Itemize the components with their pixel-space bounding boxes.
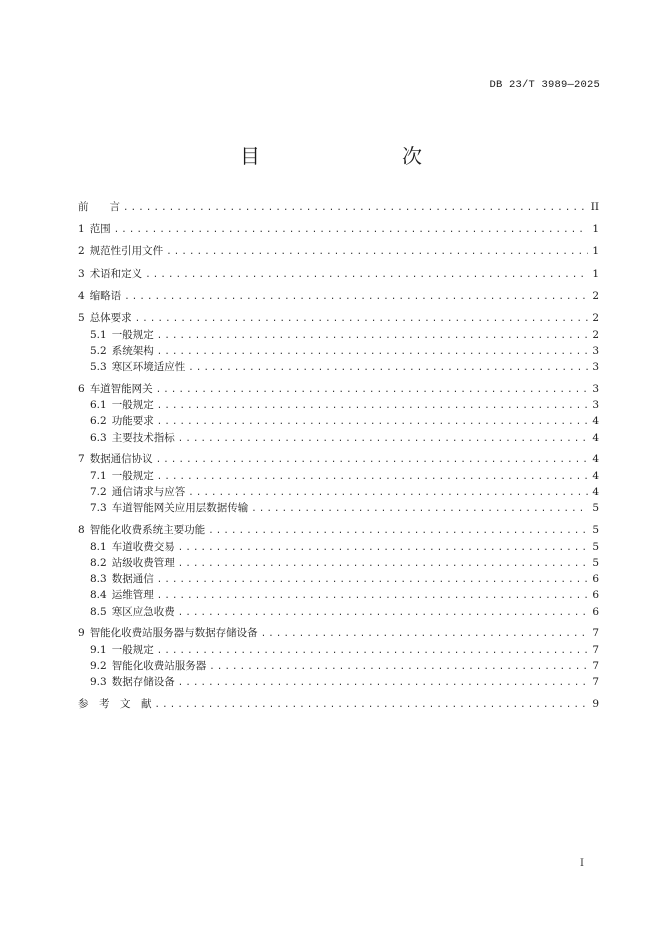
toc-entry-number: 9.3 xyxy=(90,676,107,689)
toc-entry-number: 7.1 xyxy=(90,470,107,483)
toc-dot-leader xyxy=(178,431,588,447)
toc-entry-number: 2 xyxy=(78,245,85,258)
toc-entry-label: 车道收费交易 xyxy=(111,540,175,553)
toc-dot-leader xyxy=(157,328,588,344)
toc-dot-leader xyxy=(188,485,588,501)
toc-entry-page: 3 xyxy=(592,399,599,412)
toc-dot-leader xyxy=(157,588,588,604)
toc-entry-number: 9.1 xyxy=(90,643,107,656)
page-number: I xyxy=(580,858,584,869)
toc-entry[interactable] xyxy=(78,539,599,555)
toc-entry-number: 8.5 xyxy=(90,605,107,618)
toc-entry[interactable] xyxy=(78,451,599,468)
toc-entry-label: 数据存储设备 xyxy=(111,676,175,689)
toc-entry-number: 8.1 xyxy=(90,540,107,553)
toc-entry-page: 2 xyxy=(592,289,599,302)
toc-entry[interactable] xyxy=(78,199,599,216)
toc-entry-page: 5 xyxy=(592,540,599,553)
toc-entry[interactable] xyxy=(78,430,599,446)
toc-dot-leader xyxy=(178,675,588,691)
toc-entry-label: 智能化收费站服务器与数据存储设备 xyxy=(89,627,258,640)
toc-dot-leader xyxy=(166,244,588,260)
toc-entry-page: 3 xyxy=(592,360,599,373)
toc-entry-page: 2 xyxy=(592,311,599,324)
toc-entry-number: 5 xyxy=(78,311,85,324)
toc-entry-page: 5 xyxy=(592,524,599,537)
toc-dot-leader xyxy=(114,222,588,238)
toc-entry-label: 车道智能网关应用层数据传输 xyxy=(111,502,249,515)
toc-entry-number: 9 xyxy=(78,627,85,640)
toc-entry[interactable] xyxy=(78,696,599,713)
toc-entry-label: 寒区环境适应性 xyxy=(111,360,186,373)
toc-entry-page: 7 xyxy=(592,676,599,689)
toc-entry[interactable] xyxy=(78,221,599,238)
toc-entry-page: 4 xyxy=(592,453,599,466)
toc-entry-label: 总体要求 xyxy=(89,311,132,324)
toc-entry-number: 3 xyxy=(78,267,85,280)
toc-dot-leader xyxy=(156,382,588,398)
toc-entry-number: 8.2 xyxy=(90,556,107,569)
toc-entry[interactable] xyxy=(78,310,599,327)
toc-entry-page: 7 xyxy=(592,627,599,640)
toc-entry-label: 站级收费管理 xyxy=(111,556,175,569)
toc-entry-label: 一般规定 xyxy=(111,328,154,341)
toc-entry[interactable] xyxy=(78,468,599,484)
toc-entry-number: 7 xyxy=(78,453,85,466)
toc-entry-page: 1 xyxy=(592,267,599,280)
toc-entry-page: 7 xyxy=(592,643,599,656)
toc-entry-label: 数据通信协议 xyxy=(89,453,153,466)
toc-entry-label: 主要技术指标 xyxy=(111,431,175,444)
toc-entry-page: 6 xyxy=(592,589,599,602)
toc-entry-label: 数据通信 xyxy=(111,573,154,586)
toc-entry-label: 术语和定义 xyxy=(89,267,143,280)
toc-entry-page: 6 xyxy=(592,605,599,618)
toc-entry[interactable] xyxy=(78,397,599,413)
toc-entry[interactable] xyxy=(78,500,599,516)
toc-entry[interactable] xyxy=(78,266,599,283)
toc-dot-leader xyxy=(145,267,588,283)
toc-entry[interactable] xyxy=(78,571,599,587)
toc-dot-leader xyxy=(155,697,589,713)
toc-entry-label: 范围 xyxy=(89,223,111,236)
toc-entry-label: 运维管理 xyxy=(111,589,154,602)
toc-entry-page: 2 xyxy=(592,328,599,341)
document-code: DB 23/T 3989—2025 xyxy=(489,79,600,91)
table-of-contents xyxy=(78,199,599,713)
toc-dot-leader xyxy=(208,523,588,539)
toc-dot-leader xyxy=(188,360,588,376)
toc-entry-page: 1 xyxy=(592,245,599,258)
toc-entry-page: 6 xyxy=(592,573,599,586)
toc-entry[interactable] xyxy=(78,343,599,359)
toc-dot-leader xyxy=(157,398,588,414)
toc-entry[interactable] xyxy=(78,381,599,398)
toc-entry-label: 智能化收费系统主要功能 xyxy=(89,524,206,537)
toc-entry-number: 6.1 xyxy=(90,399,107,412)
toc-dot-leader xyxy=(124,289,588,305)
toc-dot-leader xyxy=(157,572,588,588)
toc-entry-label: 寒区应急收费 xyxy=(111,605,175,618)
toc-entry-page: 7 xyxy=(592,660,599,673)
page-title: 目 次 xyxy=(240,144,456,168)
toc-entry[interactable] xyxy=(78,625,599,642)
toc-entry-number: 5.3 xyxy=(90,360,107,373)
toc-entry[interactable] xyxy=(78,243,599,260)
toc-entry-page: 3 xyxy=(592,344,599,357)
toc-dot-leader xyxy=(157,643,588,659)
toc-dot-leader xyxy=(123,200,588,216)
toc-entry-number: 1 xyxy=(78,223,85,236)
toc-entry-page: 5 xyxy=(592,556,599,569)
toc-entry-number: 8.4 xyxy=(90,589,107,602)
toc-entry-label: 参 考 文 献 xyxy=(78,698,152,711)
toc-entry[interactable] xyxy=(78,359,599,375)
toc-entry[interactable] xyxy=(78,674,599,690)
toc-dot-leader xyxy=(178,605,588,621)
toc-entry-label: 一般规定 xyxy=(111,643,154,656)
toc-dot-leader xyxy=(135,311,588,327)
toc-entry-label: 功能要求 xyxy=(111,415,154,428)
toc-entry-page: 4 xyxy=(592,431,599,444)
toc-entry-label: 规范性引用文件 xyxy=(89,245,164,258)
toc-entry[interactable] xyxy=(78,288,599,305)
toc-entry-page: 4 xyxy=(592,415,599,428)
toc-entry[interactable] xyxy=(78,522,599,539)
toc-entry-label: 通信请求与应答 xyxy=(111,486,186,499)
toc-entry-number: 9.2 xyxy=(90,660,107,673)
toc-entry-number: 6 xyxy=(78,382,85,395)
toc-dot-leader xyxy=(261,626,588,642)
toc-dot-leader xyxy=(157,414,588,430)
toc-entry-page: II xyxy=(590,201,599,213)
toc-dot-leader xyxy=(178,556,588,572)
toc-entry[interactable] xyxy=(78,413,599,429)
toc-entry-number: 5.1 xyxy=(90,328,107,341)
toc-dot-leader xyxy=(156,452,588,468)
toc-entry-label: 车道智能网关 xyxy=(89,382,153,395)
toc-dot-leader xyxy=(157,469,588,485)
toc-entry-number: 7.3 xyxy=(90,502,107,515)
toc-entry-label: 缩略语 xyxy=(89,289,122,302)
toc-dot-leader xyxy=(157,344,588,360)
toc-entry[interactable] xyxy=(78,642,599,658)
toc-entry-label: 一般规定 xyxy=(111,399,154,412)
toc-entry[interactable] xyxy=(78,555,599,571)
toc-entry-page: 4 xyxy=(592,486,599,499)
toc-entry[interactable] xyxy=(78,604,599,620)
toc-entry[interactable] xyxy=(78,484,599,500)
toc-entry-label: 系统架构 xyxy=(111,344,154,357)
toc-entry-page: 1 xyxy=(592,223,599,236)
toc-dot-leader xyxy=(251,501,588,517)
toc-entry[interactable] xyxy=(78,327,599,343)
toc-entry-page: 5 xyxy=(592,502,599,515)
toc-entry-page: 9 xyxy=(592,698,599,711)
toc-entry-number: 4 xyxy=(78,289,85,302)
toc-entry[interactable] xyxy=(78,658,599,674)
toc-entry-number: 8 xyxy=(78,524,85,537)
toc-entry-number: 6.3 xyxy=(90,431,107,444)
toc-entry-number: 5.2 xyxy=(90,344,107,357)
toc-entry[interactable] xyxy=(78,587,599,603)
toc-entry-page: 4 xyxy=(592,470,599,483)
toc-entry-label: 前 言 xyxy=(78,201,120,213)
toc-entry-label: 一般规定 xyxy=(111,470,154,483)
toc-entry-number: 8.3 xyxy=(90,573,107,586)
toc-entry-number: 7.2 xyxy=(90,486,107,499)
toc-entry-label: 智能化收费站服务器 xyxy=(111,660,207,673)
toc-entry-page: 3 xyxy=(592,382,599,395)
toc-entry-number: 6.2 xyxy=(90,415,107,428)
toc-dot-leader xyxy=(178,540,588,556)
toc-dot-leader xyxy=(209,659,588,675)
